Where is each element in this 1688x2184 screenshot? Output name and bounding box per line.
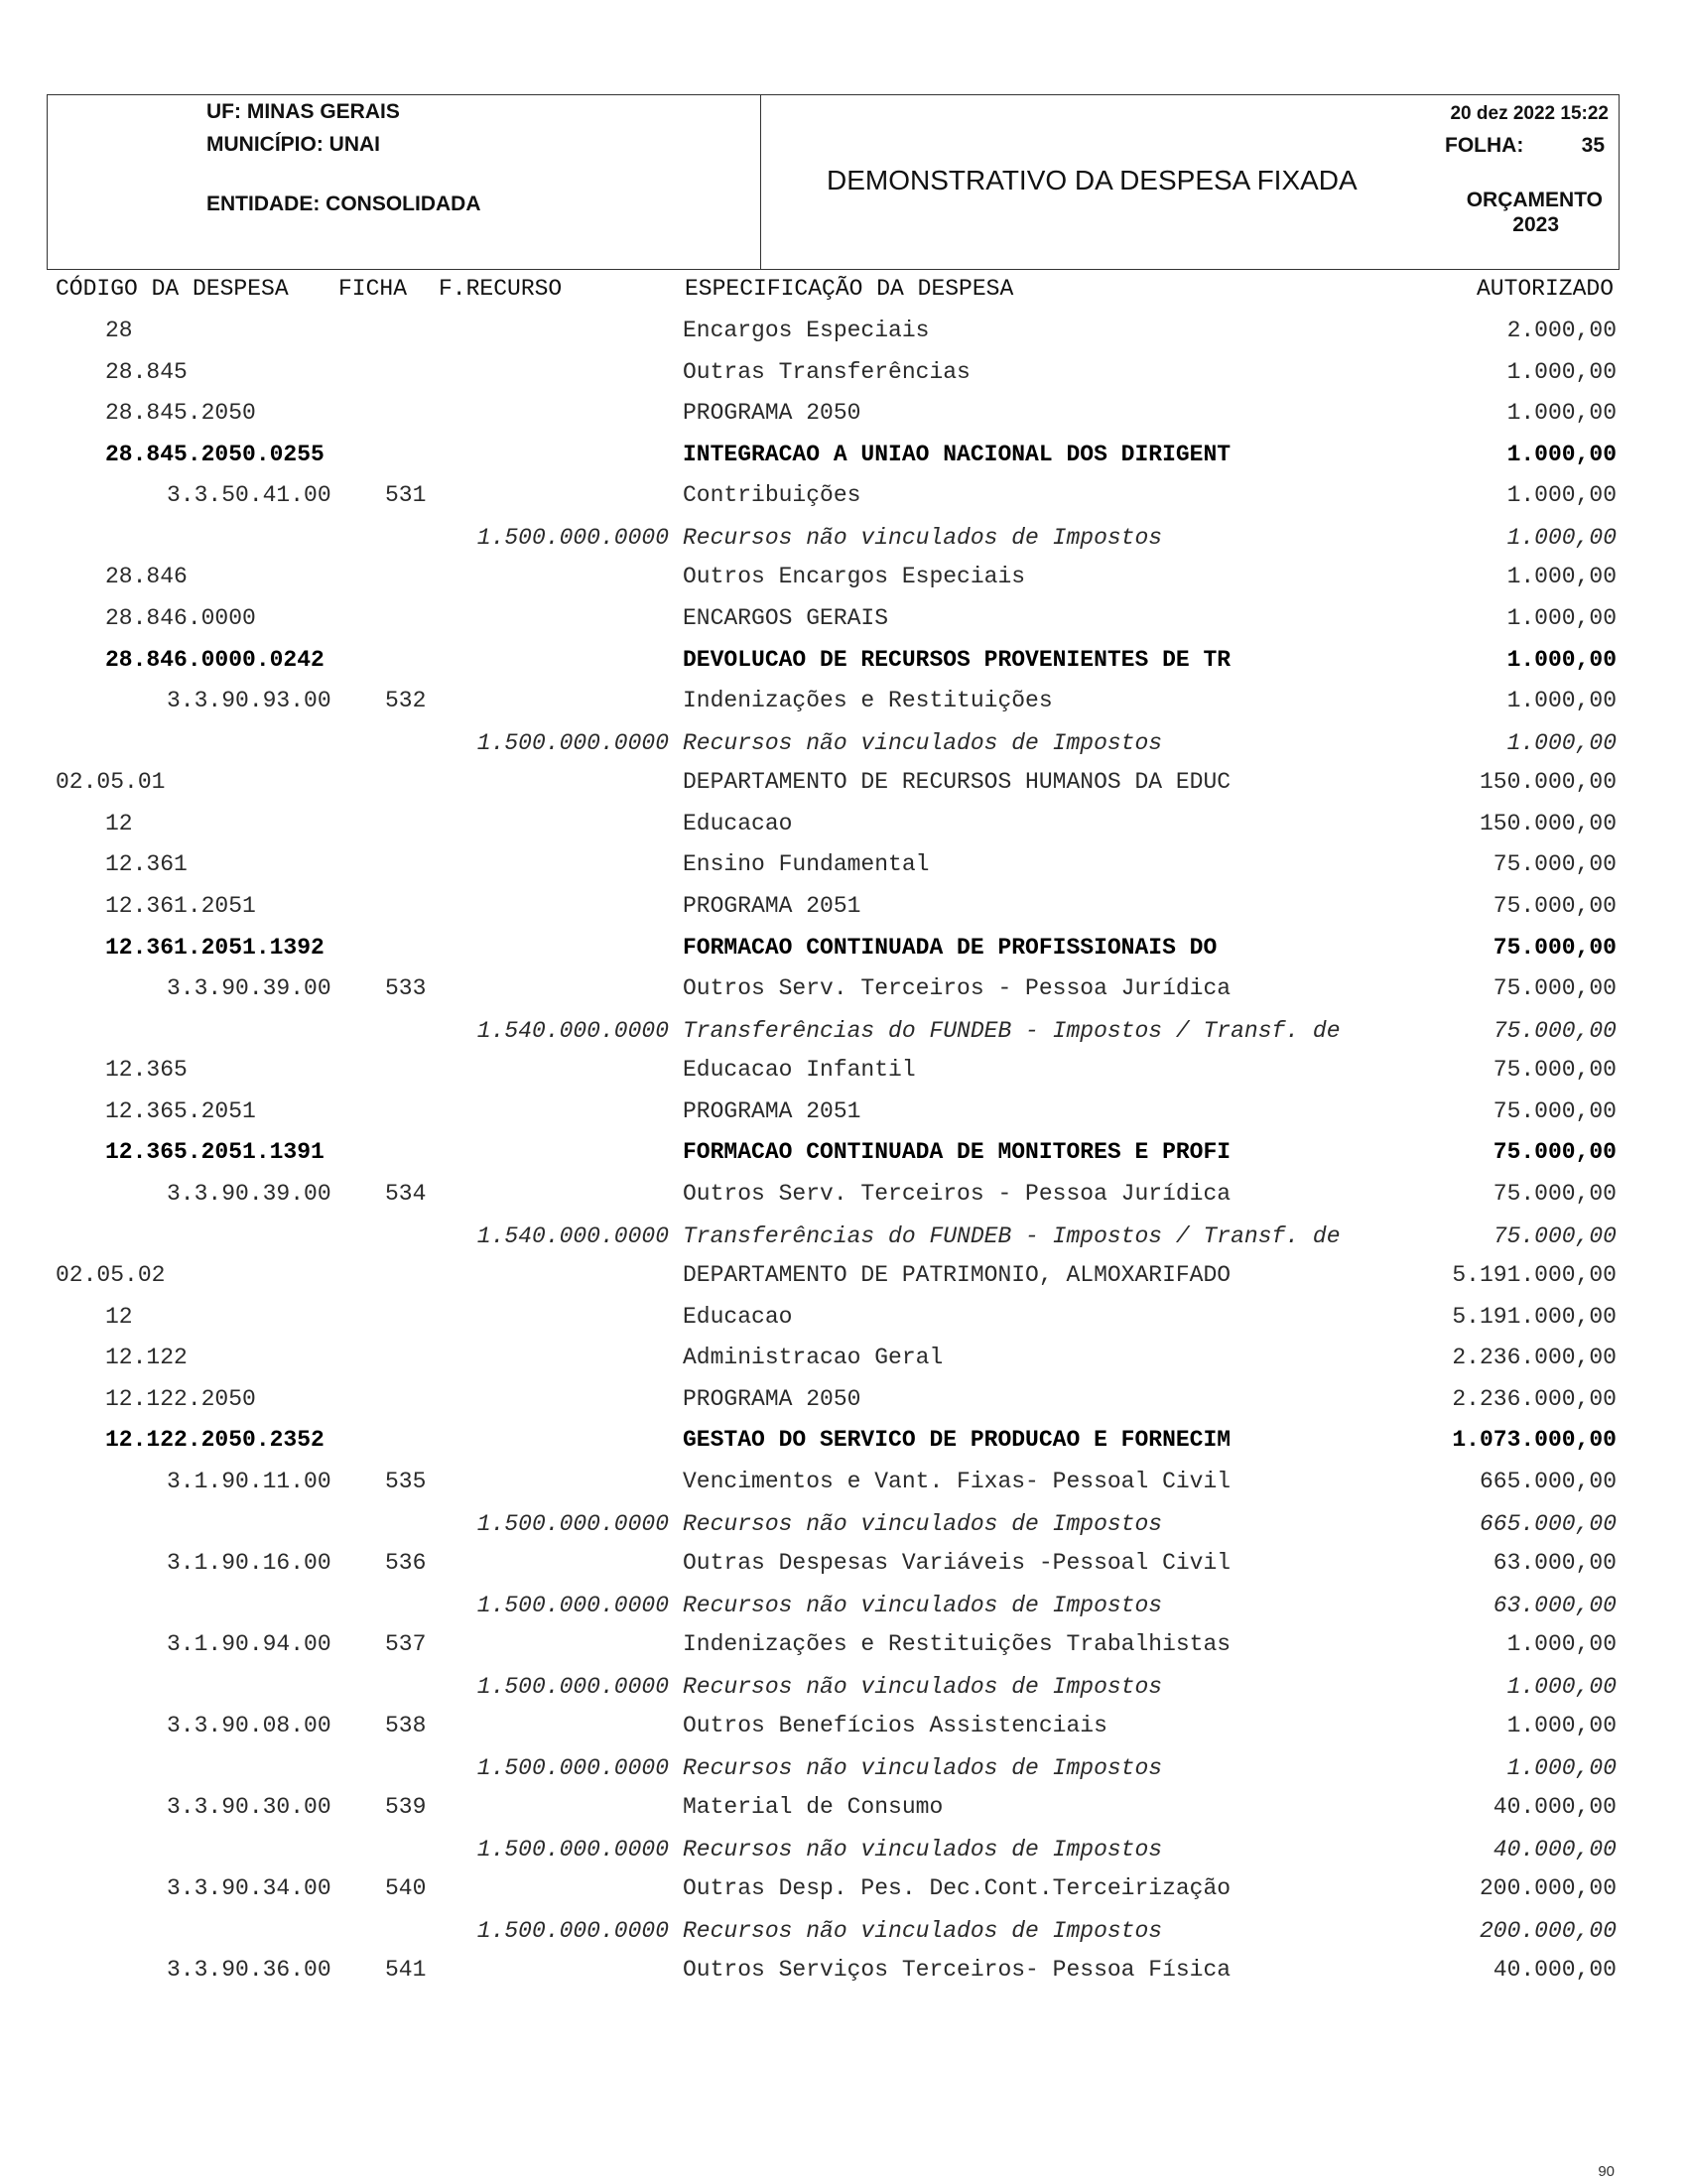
folha-label: FOLHA:	[1445, 134, 1524, 157]
resource-row	[0, 730, 1688, 766]
authorized-value: 5.191.000,00	[1452, 1262, 1617, 1288]
table-row	[0, 1098, 1688, 1134]
fonte-recurso: 1.500.000.0000	[476, 730, 669, 757]
table-row	[0, 442, 1688, 477]
fonte-recurso: 1.500.000.0000	[476, 1918, 669, 1944]
expense-description: Educacao	[683, 1303, 793, 1330]
expense-description: ENCARGOS GERAIS	[683, 605, 889, 631]
expense-code: 3.1.90.11.00	[167, 1469, 331, 1494]
expense-description: Indenizações e Restituições	[683, 688, 1053, 714]
expense-description: Recursos não vinculados de Impostos	[683, 525, 1163, 552]
expense-description: PROGRAMA 2050	[683, 400, 861, 427]
ficha-number: 540	[385, 1875, 427, 1901]
table-row	[0, 1304, 1688, 1340]
expense-description: Outras Transferências	[683, 358, 971, 385]
expense-description: Recursos não vinculados de Impostos	[683, 1674, 1163, 1700]
authorized-value: 75.000,00	[1493, 1139, 1617, 1166]
expense-code: 3.1.90.16.00	[167, 1550, 331, 1576]
table-row	[0, 1181, 1688, 1217]
expense-code: 02.05.02	[56, 1262, 166, 1288]
expense-description: PROGRAMA 2051	[683, 1097, 861, 1124]
orcamento-label: ORÇAMENTO	[1466, 189, 1603, 211]
expense-description: Transferências do FUNDEB - Impostos / Transf. de	[683, 1018, 1341, 1045]
expense-description: Outros Encargos Especiais	[683, 564, 1026, 590]
header-divider	[760, 95, 761, 269]
expense-code: 3.3.90.39.00	[167, 1181, 331, 1207]
expense-description: Vencimentos e Vant. Fixas- Pessoal Civil	[683, 1469, 1232, 1494]
expense-code: 12.122	[105, 1345, 188, 1371]
expense-description: PROGRAMA 2050	[683, 1385, 861, 1412]
fonte-recurso: 1.500.000.0000	[476, 1593, 669, 1618]
authorized-value: 75.000,00	[1493, 893, 1617, 919]
resource-row	[0, 1837, 1688, 1872]
expense-code: 3.3.90.93.00	[167, 688, 331, 714]
report-title: DEMONSTRATIVO DA DESPESA FIXADA	[827, 165, 1358, 195]
ficha-number: 538	[385, 1713, 427, 1738]
resource-row	[0, 525, 1688, 561]
expense-description: Outras Desp. Pes. Dec.Cont.Terceirização	[683, 1875, 1232, 1901]
table-row	[0, 1875, 1688, 1911]
authorized-value: 75.000,00	[1493, 1018, 1617, 1045]
authorized-value: 75.000,00	[1493, 934, 1617, 961]
col-header-recurso: F.RECURSO	[439, 276, 563, 302]
col-header-especificacao: ESPECIFICAÇÃO DA DESPESA	[685, 276, 1014, 302]
folha-value: 35	[1581, 134, 1605, 157]
fonte-recurso: 1.500.000.0000	[476, 1511, 669, 1537]
expense-description: PROGRAMA 2051	[683, 893, 861, 919]
page-number: 90	[1598, 2163, 1615, 2180]
expense-code: 28	[105, 318, 133, 343]
table-row	[0, 769, 1688, 805]
authorized-value: 1.000,00	[1506, 1713, 1617, 1738]
expense-code: 12.361	[105, 851, 188, 878]
resource-row	[0, 1755, 1688, 1791]
expense-description: Material de Consumo	[683, 1794, 944, 1820]
table-row	[0, 359, 1688, 395]
table-row	[0, 1550, 1688, 1586]
ficha-number: 532	[385, 688, 427, 714]
expense-description: FORMACAO CONTINUADA DE PROFISSIONAIS DO	[683, 934, 1218, 961]
expense-code: 28.846	[105, 564, 188, 590]
authorized-value: 665.000,00	[1479, 1511, 1617, 1537]
authorized-value: 75.000,00	[1493, 1223, 1617, 1249]
table-row	[0, 605, 1688, 641]
report-datetime: 20 dez 2022 15:22	[1450, 103, 1609, 124]
authorized-value: 1.000,00	[1506, 564, 1617, 590]
authorized-value: 75.000,00	[1493, 1097, 1617, 1124]
expense-code: 12	[105, 1303, 133, 1330]
expense-code: 3.1.90.94.00	[167, 1631, 331, 1657]
expense-description: Educacao Infantil	[683, 1057, 916, 1084]
expense-description: Transferências do FUNDEB - Impostos / Transf. de	[683, 1223, 1341, 1249]
authorized-value: 2.236.000,00	[1452, 1345, 1617, 1371]
table-row	[0, 564, 1688, 599]
authorized-value: 63.000,00	[1493, 1550, 1617, 1576]
expense-description: Contribuições	[683, 482, 861, 509]
resource-row	[0, 1018, 1688, 1054]
authorized-value: 75.000,00	[1493, 851, 1617, 878]
expense-description: Recursos não vinculados de Impostos	[683, 1755, 1163, 1781]
expense-code: 12.122.2050	[105, 1385, 256, 1412]
resource-row	[0, 1593, 1688, 1628]
authorized-value: 1.000,00	[1506, 730, 1617, 757]
table-row	[0, 1631, 1688, 1667]
expense-code: 28.846.0000.0242	[105, 646, 325, 673]
resource-row	[0, 1511, 1688, 1547]
authorized-value: 1.000,00	[1506, 605, 1617, 631]
authorized-value: 1.000,00	[1506, 400, 1617, 427]
authorized-value: 75.000,00	[1493, 975, 1617, 1002]
fonte-recurso: 1.500.000.0000	[476, 525, 669, 552]
fonte-recurso: 1.540.000.0000	[476, 1223, 669, 1249]
col-header-autorizado: AUTORIZADO	[1476, 276, 1614, 302]
table-row	[0, 1957, 1688, 1992]
orcamento-year: 2023	[1512, 213, 1559, 236]
col-header-codigo: CÓDIGO DA DESPESA	[56, 276, 289, 302]
expense-description: Administracao Geral	[683, 1345, 944, 1371]
table-row	[0, 1794, 1688, 1830]
uf-label: UF: MINAS GERAIS	[206, 100, 400, 123]
expense-description: Ensino Fundamental	[683, 851, 930, 878]
authorized-value: 1.000,00	[1506, 358, 1617, 385]
table-row	[0, 647, 1688, 683]
authorized-value: 1.000,00	[1506, 482, 1617, 509]
expense-description: DEPARTAMENTO DE PATRIMONIO, ALMOXARIFADO	[683, 1262, 1232, 1288]
expense-code: 28.845.2050	[105, 400, 256, 427]
expense-code: 12.365	[105, 1057, 188, 1084]
expense-description: INTEGRACAO A UNIAO NACIONAL DOS DIRIGENT	[683, 441, 1232, 467]
authorized-value: 1.000,00	[1506, 646, 1617, 673]
table-row	[0, 1713, 1688, 1748]
expense-code: 02.05.01	[56, 769, 166, 796]
column-headers	[0, 276, 1688, 306]
table-row	[0, 1427, 1688, 1463]
resource-row	[0, 1674, 1688, 1710]
expense-code: 3.3.90.36.00	[167, 1957, 331, 1983]
resource-row	[0, 1223, 1688, 1259]
table-row	[0, 400, 1688, 436]
expense-description: DEVOLUCAO DE RECURSOS PROVENIENTES DE TR	[683, 646, 1232, 673]
entidade-label: ENTIDADE: CONSOLIDADA	[206, 193, 481, 215]
expense-description: GESTAO DO SERVICO DE PRODUCAO E FORNECIM	[683, 1427, 1232, 1454]
authorized-value: 1.000,00	[1506, 1674, 1617, 1700]
expense-description: Outros Serviços Terceiros- Pessoa Física	[683, 1957, 1232, 1983]
ficha-number: 536	[385, 1550, 427, 1576]
ficha-number: 537	[385, 1631, 427, 1657]
authorized-value: 75.000,00	[1493, 1181, 1617, 1207]
expense-description: FORMACAO CONTINUADA DE MONITORES E PROFI	[683, 1139, 1232, 1166]
table-row	[0, 1345, 1688, 1380]
ficha-number: 533	[385, 975, 427, 1002]
table-row	[0, 851, 1688, 887]
expense-code: 28.845	[105, 358, 188, 385]
expense-code: 3.3.90.08.00	[167, 1713, 331, 1738]
authorized-value: 200.000,00	[1479, 1918, 1617, 1944]
authorized-value: 5.191.000,00	[1452, 1303, 1617, 1330]
expense-code: 3.3.90.39.00	[167, 975, 331, 1002]
authorized-value: 1.000,00	[1506, 1755, 1617, 1781]
authorized-value: 1.000,00	[1506, 688, 1617, 714]
table-row	[0, 1386, 1688, 1422]
expense-code: 28.846.0000	[105, 605, 256, 631]
authorized-value: 1.000,00	[1506, 525, 1617, 552]
expense-code: 12.122.2050.2352	[105, 1427, 325, 1454]
authorized-value: 40.000,00	[1493, 1837, 1617, 1863]
expense-description: Outras Despesas Variáveis -Pessoal Civil	[683, 1550, 1232, 1576]
expense-description: Educacao	[683, 810, 793, 836]
fonte-recurso: 1.500.000.0000	[476, 1837, 669, 1863]
col-header-ficha: FICHA	[338, 276, 408, 302]
authorized-value: 150.000,00	[1479, 810, 1617, 836]
ficha-number: 541	[385, 1957, 427, 1983]
table-row	[0, 975, 1688, 1011]
expense-code: 28.845.2050.0255	[105, 441, 325, 467]
table-row	[0, 1057, 1688, 1092]
table-row	[0, 1469, 1688, 1504]
expense-code: 12.361.2051.1392	[105, 934, 325, 961]
expense-code: 12.361.2051	[105, 893, 256, 919]
authorized-value: 75.000,00	[1493, 1057, 1617, 1084]
ficha-number: 531	[385, 482, 427, 509]
authorized-value: 2.236.000,00	[1452, 1385, 1617, 1412]
expense-code: 12.365.2051	[105, 1097, 256, 1124]
expense-code: 3.3.90.30.00	[167, 1794, 331, 1820]
municipio-label: MUNICÍPIO: UNAI	[206, 133, 380, 156]
expense-code: 3.3.50.41.00	[167, 482, 331, 509]
fonte-recurso: 1.500.000.0000	[476, 1674, 669, 1700]
expense-description: Outros Benefícios Assistenciais	[683, 1713, 1107, 1738]
authorized-value: 665.000,00	[1479, 1469, 1617, 1494]
table-row	[0, 1139, 1688, 1175]
authorized-value: 1.000,00	[1506, 441, 1617, 467]
authorized-value: 63.000,00	[1493, 1593, 1617, 1618]
authorized-value: 1.000,00	[1506, 1631, 1617, 1657]
expense-description: Recursos não vinculados de Impostos	[683, 1511, 1163, 1537]
expense-code: 12	[105, 810, 133, 836]
table-row	[0, 1262, 1688, 1298]
authorized-value: 150.000,00	[1479, 769, 1617, 796]
expense-description: Indenizações e Restituições Trabalhistas	[683, 1631, 1232, 1657]
authorized-value: 200.000,00	[1479, 1875, 1617, 1901]
resource-row	[0, 1918, 1688, 1954]
expense-code: 3.3.90.34.00	[167, 1875, 331, 1901]
authorized-value: 40.000,00	[1493, 1957, 1617, 1983]
expense-description: Recursos não vinculados de Impostos	[683, 730, 1163, 757]
expense-description: Outros Serv. Terceiros - Pessoa Jurídica	[683, 975, 1232, 1002]
report-header	[47, 94, 1620, 270]
table-row	[0, 318, 1688, 353]
fonte-recurso: 1.540.000.0000	[476, 1018, 669, 1045]
table-row	[0, 482, 1688, 518]
expense-description: Encargos Especiais	[683, 318, 930, 343]
expense-description: Recursos não vinculados de Impostos	[683, 1918, 1163, 1944]
table-row	[0, 935, 1688, 970]
expense-description: DEPARTAMENTO DE RECURSOS HUMANOS DA EDUC	[683, 769, 1232, 796]
fonte-recurso: 1.500.000.0000	[476, 1755, 669, 1781]
expense-description: Recursos não vinculados de Impostos	[683, 1837, 1163, 1863]
authorized-value: 1.073.000,00	[1452, 1427, 1617, 1454]
expense-description: Recursos não vinculados de Impostos	[683, 1593, 1163, 1618]
authorized-value: 40.000,00	[1493, 1794, 1617, 1820]
authorized-value: 2.000,00	[1506, 318, 1617, 343]
table-row	[0, 688, 1688, 723]
ficha-number: 534	[385, 1181, 427, 1207]
ficha-number: 535	[385, 1469, 427, 1494]
expense-description: Outros Serv. Terceiros - Pessoa Jurídica	[683, 1181, 1232, 1207]
expense-code: 12.365.2051.1391	[105, 1139, 325, 1166]
table-row	[0, 811, 1688, 846]
table-row	[0, 893, 1688, 929]
ficha-number: 539	[385, 1794, 427, 1820]
